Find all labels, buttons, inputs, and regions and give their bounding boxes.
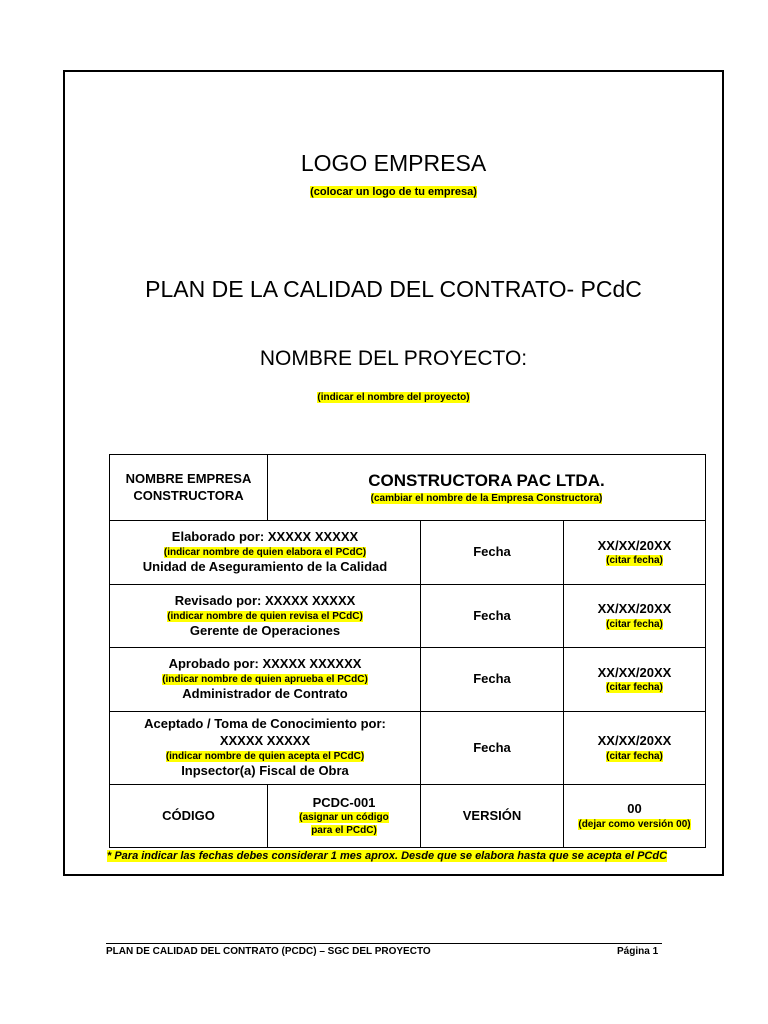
- signer-note: (indicar nombre de quien elabora el PCdC): [163, 547, 367, 558]
- date-note: (citar fecha): [606, 618, 663, 630]
- footnote-wrapper: [107, 850, 667, 862]
- code-note-line1: (asignar un código: [299, 812, 389, 824]
- date-value-cell: [564, 712, 706, 785]
- signer-role: Unidad de Aseguramiento de la Calidad: [142, 559, 388, 574]
- date-value: XX/XX/20XX: [597, 664, 672, 680]
- table-row: [110, 585, 706, 648]
- signer-cell: [110, 585, 421, 648]
- table-row: [110, 712, 706, 785]
- company-name-cell: [268, 455, 706, 521]
- date-value-cell: [564, 521, 706, 585]
- signer-note: (indicar nombre de quien revisa el PCdC): [167, 610, 363, 622]
- plan-title: PLAN DE LA CALIDAD DEL CONTRATO- PCdC: [145, 276, 642, 302]
- version-value: 00: [627, 801, 642, 817]
- table-row: [110, 648, 706, 712]
- signer-line: Aceptado / Toma de Conocimiento por:: [144, 716, 386, 732]
- project-title: NOMBRE DEL PROYECTO:: [259, 347, 528, 370]
- version-label-cell: VERSIÓN: [421, 785, 564, 848]
- date-value-cell: [564, 585, 706, 648]
- code-label-cell: CÓDIGO: [110, 785, 268, 848]
- date-value: XX/XX/20XX: [597, 601, 672, 617]
- signer-line: Aprobado por: XXXXX XXXXXX: [168, 656, 362, 672]
- company-label-line2: CONSTRUCTORA: [133, 487, 244, 503]
- signer-role: Administrador de Contrato: [182, 686, 348, 701]
- company-name: CONSTRUCTORA PAC LTDA.: [368, 470, 605, 490]
- approval-table: [109, 454, 706, 848]
- code-note-line2: para el PCdC): [311, 825, 377, 837]
- company-note: (cambiar el nombre de la Empresa Constructora): [370, 493, 603, 505]
- project-note-wrapper: [65, 392, 722, 403]
- signer-cell: [110, 648, 421, 712]
- signer-line: Elaborado por: XXXXX XXXXX: [171, 529, 359, 545]
- footer-title: PLAN DE CALIDAD DEL CONTRATO (PCDC) – SGC DEL PROYECTO: [106, 946, 431, 957]
- date-value: XX/XX/20XX: [597, 733, 672, 749]
- code-value-cell: [268, 785, 421, 848]
- signer-note: (indicar nombre de quien aprueba el PCdC): [162, 674, 368, 685]
- company-row: [110, 455, 706, 521]
- company-label-cell: [110, 455, 268, 521]
- signer-cell: [110, 521, 421, 585]
- date-label-cell: Fecha: [421, 712, 564, 785]
- footer-page-number: Página 1: [617, 946, 659, 957]
- signer-cell: [110, 712, 421, 785]
- date-note: (citar fecha): [606, 555, 663, 567]
- date-value: XX/XX/20XX: [597, 537, 672, 553]
- logo-note: (colocar un logo de tu empresa): [310, 186, 477, 198]
- project-note: (indicar el nombre del proyecto): [317, 392, 470, 403]
- date-label-cell: Fecha: [421, 648, 564, 712]
- signer-role: Inpsector(a) Fiscal de Obra: [181, 762, 349, 778]
- footer-divider: [106, 943, 662, 944]
- logo-note-wrapper: [65, 186, 722, 198]
- signer-note: (indicar nombre de quien acepta el PCdC): [165, 750, 365, 762]
- date-value-cell: [564, 648, 706, 712]
- footnote: * Para indicar las fechas debes considerar 1 mes aprox. Desde que se elabora hasta que se acepta el PCdC: [107, 850, 668, 862]
- date-label-cell: Fecha: [421, 585, 564, 648]
- document-frame: [63, 70, 724, 876]
- signer-role: Gerente de Operaciones: [189, 622, 341, 638]
- table-row: [110, 521, 706, 585]
- logo-placeholder-title: LOGO EMPRESA: [300, 150, 487, 176]
- signer-line-continued: XXXXX XXXXX: [219, 733, 311, 749]
- company-label-line1: NOMBRE EMPRESA: [125, 470, 252, 486]
- version-value-cell: [564, 785, 706, 848]
- code-row: [110, 785, 706, 848]
- date-note: (citar fecha): [606, 682, 663, 694]
- signer-line: Revisado por: XXXXX XXXXX: [174, 592, 356, 608]
- date-label-cell: Fecha: [421, 521, 564, 585]
- version-note: (dejar como versión 00): [578, 818, 691, 830]
- code-value: PCDC-001: [312, 794, 376, 810]
- date-note: (citar fecha): [606, 750, 663, 762]
